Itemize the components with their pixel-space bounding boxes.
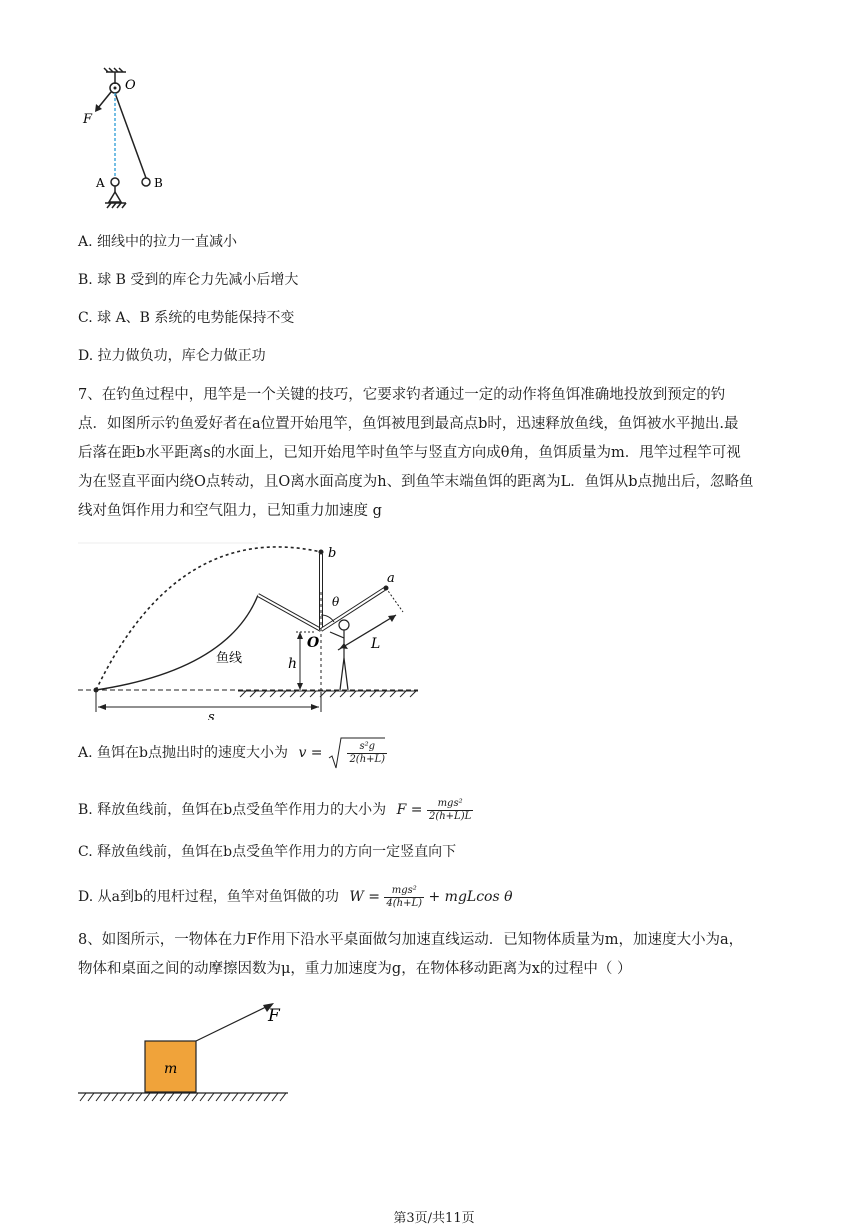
page-footer: 第3页/共11页 bbox=[393, 1211, 475, 1226]
q6-option-c: C. 球 A、B 系统的电势能保持不变 bbox=[78, 310, 295, 326]
q8-stem bbox=[78, 926, 798, 984]
q7-option-d-lhs: W = bbox=[349, 889, 380, 905]
q7-option-d-fraction: $\frac{\text{mgs²}}{4(h+L)}$ bbox=[386, 884, 423, 909]
label-F: F bbox=[268, 1006, 280, 1026]
label-B: B bbox=[154, 176, 163, 190]
label-b: b bbox=[328, 546, 337, 561]
q6-option-d: D. 拉力做负功，库仑力做正功 bbox=[78, 348, 266, 364]
q6-option-b: B. 球 B 受到的库仑力先减小后增大 bbox=[78, 272, 299, 288]
q7-option-b-lhs: F = bbox=[396, 802, 423, 818]
label-F: F bbox=[83, 112, 93, 127]
label-O: O bbox=[307, 635, 320, 651]
label-a: a bbox=[387, 571, 395, 586]
label-s: s bbox=[208, 710, 215, 720]
q7-option-b bbox=[78, 793, 473, 827]
block-force-figure bbox=[78, 1000, 298, 1110]
q7-option-b-fraction: $\frac{\text{mgs²}}{2(h+L)L}$ bbox=[428, 797, 472, 822]
q7-option-c: C. 释放鱼线前，鱼饵在b点受鱼竿作用力的方向一定竖直向下 bbox=[78, 844, 457, 860]
label-L: L bbox=[371, 636, 381, 652]
pendulum-figure bbox=[78, 66, 178, 216]
q7-line-1: 7、在钓鱼过程中，甩竿是一个关键的技巧，它要求钓者通过一定的动作将鱼饵准确地投放到预定的钓 bbox=[78, 387, 726, 403]
label-fishing-line: 鱼线 bbox=[216, 651, 243, 666]
q7-option-a bbox=[78, 736, 387, 770]
fishing-figure bbox=[78, 540, 428, 720]
label-O: O bbox=[125, 78, 136, 93]
label-theta: θ bbox=[332, 595, 340, 609]
q6-option-a: A. 细线中的拉力一直减小 bbox=[78, 234, 238, 250]
q7-option-d-tail: + mgLcos θ bbox=[428, 889, 513, 905]
q7-line-4: 为在竖直平面内绕O点转动，且O离水面高度为h、到鱼竿末端鱼饵的距离为L．鱼饵从b点抛出后，忽略鱼 bbox=[78, 474, 754, 490]
q7-option-a-fraction: $\frac{\text{s²g}}{2(h+L)}$ bbox=[349, 740, 386, 765]
q7-option-a-text: A. 鱼饵在b点抛出时的速度大小为 bbox=[78, 745, 288, 761]
q7-option-a-lhs: v = bbox=[298, 745, 323, 761]
q7-option-d-text: D. 从a到b的甩杆过程，鱼竿对鱼饵做的功 bbox=[78, 889, 339, 905]
q7-line-3: 后落在距b水平距离s的水面上，已知开始甩竿时鱼竿与竖直方向成θ角，鱼饵质量为m．甩竿过程竿可视 bbox=[78, 445, 741, 461]
q7-line-2: 点．如图所示钓鱼爱好者在a位置开始甩竿，鱼饵被甩到最高点b时，迅速释放鱼线，鱼饵被水平抛出.最 bbox=[78, 416, 739, 432]
q7-option-b-text: B. 释放鱼线前，鱼饵在b点受鱼竿作用力的大小为 bbox=[78, 802, 387, 818]
q7-option-d bbox=[78, 880, 513, 914]
q8-line-1: 8、如图所示，一物体在力F作用下沿水平桌面做匀加速直线运动．已知物体质量为m，加速度大小为a， bbox=[78, 932, 744, 948]
q7-stem bbox=[78, 381, 798, 526]
label-h: h bbox=[288, 656, 298, 672]
q7-line-5: 线对鱼饵作用力和空气阻力，已知重力加速度 g bbox=[78, 503, 382, 519]
label-m: m bbox=[164, 1061, 178, 1077]
label-A: A bbox=[96, 176, 105, 190]
q8-line-2: 物体和桌面之间的动摩擦因数为μ，重力加速度为g，在物体移动距离为x的过程中（ ） bbox=[78, 961, 632, 977]
